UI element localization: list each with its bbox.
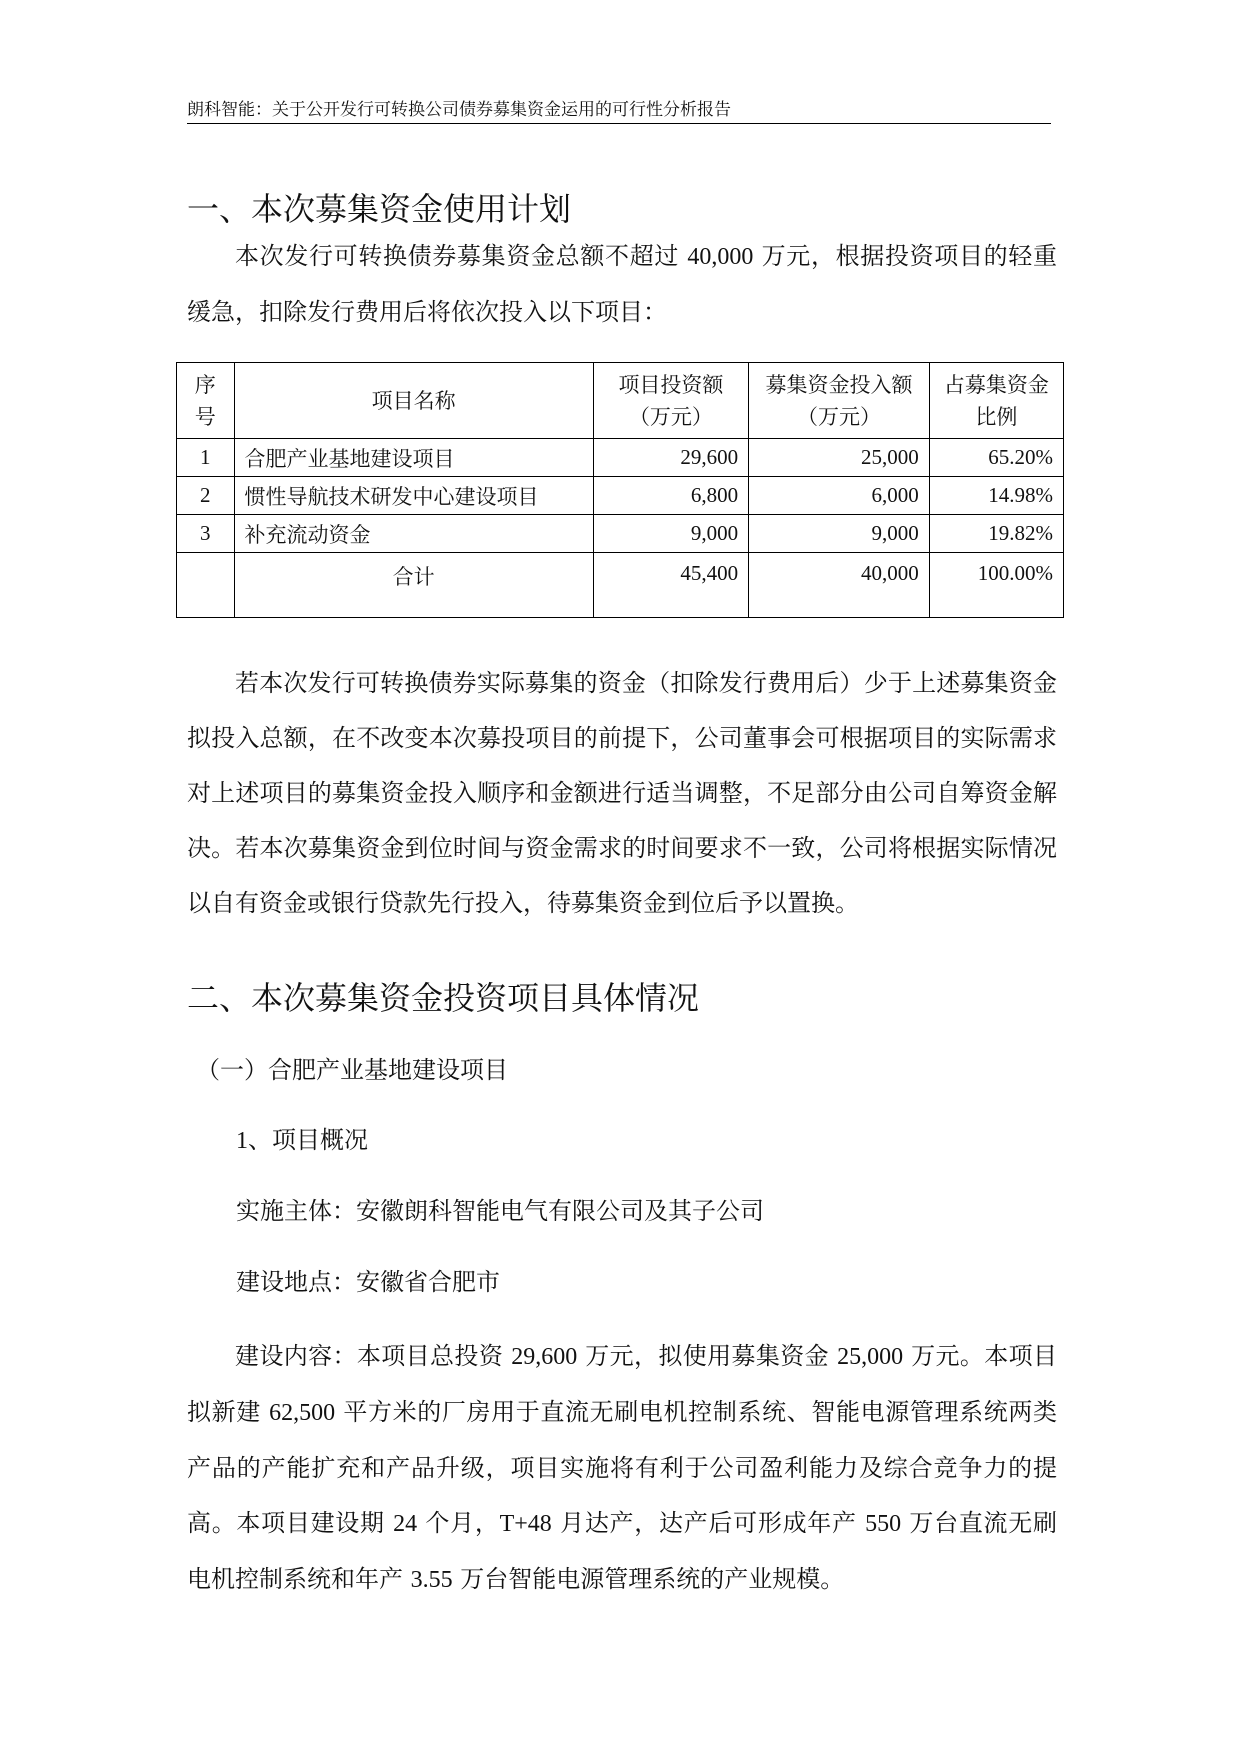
construction-content bbox=[187, 1329, 1057, 1608]
row-ratio: 19.82% bbox=[929, 515, 1063, 553]
page-header: 朗科智能：关于公开发行可转换公司债券募集资金运用的可行性分析报告 bbox=[187, 99, 1051, 124]
row-ratio: 65.20% bbox=[929, 439, 1063, 477]
row-investment: 29,600 bbox=[593, 439, 748, 477]
content-text-8: 万台智能电源管理系统的产业规模。 bbox=[452, 1565, 845, 1593]
row-raised-funds: 6,000 bbox=[749, 477, 930, 515]
row-seq: 3 bbox=[177, 515, 235, 553]
content-capacity-motors: 550 bbox=[865, 1511, 902, 1537]
content-raised-funds: 25,000 bbox=[837, 1344, 904, 1370]
total-investment: 45,400 bbox=[593, 553, 748, 618]
header-investment-line1: 项目投资额 bbox=[618, 372, 724, 397]
content-text-2: 万元，拟使用募集资金 bbox=[577, 1342, 838, 1370]
subsection-title: （一）合肥产业基地建设项目 bbox=[196, 1056, 508, 1084]
header-raised-funds-line2: （万元） bbox=[796, 404, 881, 429]
header-raised-funds-line1: 募集资金投入额 bbox=[765, 372, 913, 397]
implementation-entity: 实施主体：安徽朗科智能电气有限公司及其子公司 bbox=[236, 1197, 764, 1225]
row-investment: 9,000 bbox=[593, 515, 748, 553]
intro-post: 万元，根据投资项目的轻重缓急，扣除发行费用后将依次投入以下项目： bbox=[187, 242, 1057, 326]
row-project-name: 合肥产业基地建设项目 bbox=[234, 439, 593, 477]
content-text-7: 万台直流无刷电机控制系统和年产 bbox=[187, 1509, 1057, 1593]
table-header-row bbox=[177, 363, 1064, 439]
total-ratio: 100.00% bbox=[929, 553, 1063, 618]
section2-title: 二、本次募集资金投资项目具体情况 bbox=[187, 979, 700, 1017]
header-seq: 序号 bbox=[177, 363, 235, 439]
content-floor-area: 62,500 bbox=[269, 1400, 336, 1426]
row-investment: 6,800 bbox=[593, 477, 748, 515]
header-ratio-line1: 占募集资金 bbox=[943, 372, 1049, 397]
header-investment-line2: （万元） bbox=[628, 404, 713, 429]
row-seq: 2 bbox=[177, 477, 235, 515]
content-total-investment: 29,600 bbox=[511, 1344, 578, 1370]
section1-title: 一、本次募集资金使用计划 bbox=[187, 190, 572, 228]
table-row bbox=[177, 515, 1064, 553]
adjustment-paragraph: 若本次发行可转换债券实际募集的资金（扣除发行费用后）少于上述募集资金拟投入总额，在不改变本次募投项目的前提下，公司董事会可根据项目的实际需求对上述项目的募集资金投入顺序和金额进行适当调整，不足部分由公司自筹资金解决。若本次募集资金到位时间与资金需求的时间要求不一致，公司将根据实际情况以自有资金或银行贷款先行投入，待募集资金到位后予以置换。 bbox=[187, 669, 1057, 917]
content-production-time: T+48 bbox=[499, 1511, 552, 1537]
header-project-name: 项目名称 bbox=[234, 363, 593, 439]
row-raised-funds: 25,000 bbox=[749, 439, 930, 477]
content-text-6: 月达产，达产后可形成年产 bbox=[551, 1509, 866, 1537]
row-ratio: 14.98% bbox=[929, 477, 1063, 515]
table-row bbox=[177, 439, 1064, 477]
fund-allocation-table bbox=[176, 362, 1064, 618]
content-construction-period: 24 bbox=[393, 1511, 418, 1537]
content-text-5: 个月， bbox=[417, 1509, 500, 1537]
total-seq-empty bbox=[177, 553, 235, 618]
row-seq: 1 bbox=[177, 439, 235, 477]
item-heading bbox=[236, 1125, 368, 1156]
header-ratio-line2: 比例 bbox=[975, 404, 1018, 429]
header-investment bbox=[593, 363, 748, 439]
section1-intro bbox=[187, 229, 1057, 340]
item-heading-text: 、项目概况 bbox=[248, 1126, 368, 1154]
content-text-1: 建设内容：本项目总投资 bbox=[235, 1342, 512, 1370]
content-text-3: 万元。本项目拟新建 bbox=[187, 1342, 1057, 1426]
header-raised-funds bbox=[749, 363, 930, 439]
total-raised-funds: 40,000 bbox=[749, 553, 930, 618]
content-capacity-power: 3.55 bbox=[410, 1567, 453, 1593]
row-project-name: 惯性导航技术研发中心建设项目 bbox=[234, 477, 593, 515]
item-number: 1 bbox=[236, 1128, 248, 1154]
row-project-name: 补充流动资金 bbox=[234, 515, 593, 553]
intro-amount: 40,000 bbox=[687, 244, 754, 270]
content-text-4: 平方米的厂房用于直流无刷电机控制系统、智能电源管理系统两类产品的产能扩充和产品升级，项目实施将有利于公司盈利能力及综合竞争力的提高。本项目建设期 bbox=[187, 1398, 1057, 1537]
header-ratio bbox=[929, 363, 1063, 439]
table-total-row bbox=[177, 553, 1064, 618]
total-label: 合计 bbox=[234, 553, 593, 618]
intro-pre: 本次发行可转换债券募集资金总额不超过 bbox=[235, 242, 688, 270]
row-raised-funds: 9,000 bbox=[749, 515, 930, 553]
table-row bbox=[177, 477, 1064, 515]
construction-location: 建设地点：安徽省合肥市 bbox=[236, 1268, 500, 1296]
